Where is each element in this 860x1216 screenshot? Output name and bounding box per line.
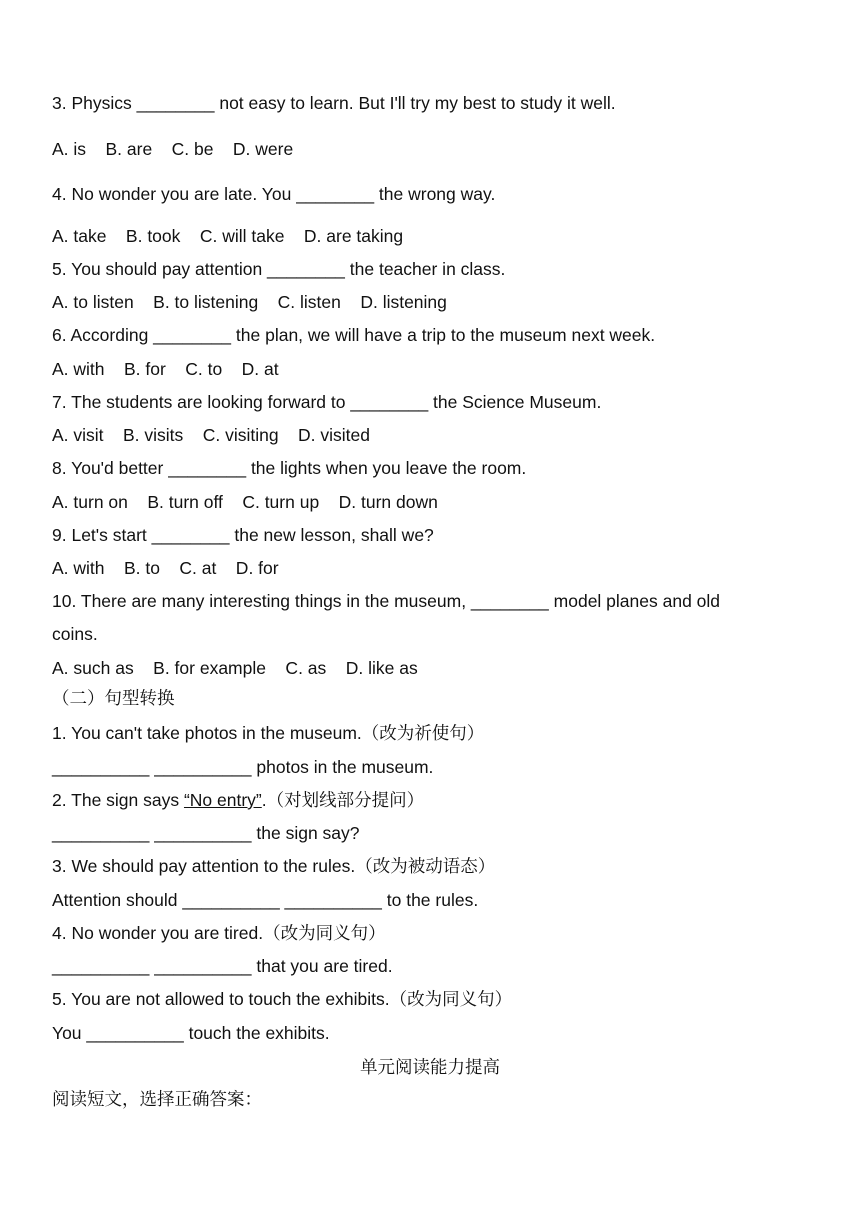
question-5-stem: 5. You should pay attention ________ the teacher in class.: [52, 259, 506, 279]
transform-2-prompt: [52, 789, 424, 812]
transform-2-prompt-pre: 2. The sign says: [52, 790, 184, 810]
question-7-stem: 7. The students are looking forward to ________ the Science Museum.: [52, 392, 602, 412]
question-3-options: A. is B. are C. be D. were: [52, 139, 294, 159]
transform-4-answer: __________ __________ that you are tired.: [52, 956, 393, 976]
transform-4-prompt-en: 4. No wonder you are tired.: [52, 923, 264, 943]
transform-5-prompt: [52, 988, 512, 1011]
question-4-options: A. take B. took C. will take D. are taking: [52, 226, 404, 246]
transform-2-underlined: “No entry”: [183, 790, 262, 810]
reading-instruction: 阅读短文，选择正确答案：: [52, 1090, 262, 1110]
question-9-stem: 9. Let's start ________ the new lesson, shall we?: [52, 525, 434, 545]
transform-1-prompt: [52, 722, 484, 745]
question-10-stem-line2: coins.: [52, 624, 98, 644]
question-10-options: A. such as B. for example C. as D. like as: [52, 658, 418, 678]
question-6-options: A. with B. for C. to D. at: [52, 359, 279, 379]
question-8-stem: 8. You'd better ________ the lights when you leave the room.: [52, 458, 527, 478]
question-8-options: A. turn on B. turn off C. turn up D. turn down: [52, 492, 438, 512]
transform-5-prompt-en: 5. You are not allowed to touch the exhibits.: [52, 989, 390, 1009]
question-10-stem-line1: 10. There are many interesting things in the museum, ________ model planes and old: [52, 591, 721, 611]
transform-5-answer: You __________ touch the exhibits.: [52, 1023, 330, 1043]
transform-3-prompt: [52, 855, 495, 878]
transform-4-prompt: [52, 922, 386, 945]
question-7-options: A. visit B. visits C. visiting D. visited: [52, 425, 370, 445]
transform-1-answer: __________ __________ photos in the museum.: [52, 757, 434, 777]
transform-1-prompt-cn: （改为祈使句）: [361, 724, 485, 744]
section-2-heading: （二）句型转换: [52, 689, 175, 709]
transform-1-prompt-en: 1. You can't take photos in the museum.: [52, 723, 362, 743]
transform-2-answer: __________ __________ the sign say?: [52, 823, 360, 843]
question-3-stem: 3. Physics ________ not easy to learn. But I'll try my best to study it well.: [52, 93, 616, 113]
transform-2-prompt-cn: （对划线部分提问）: [266, 791, 425, 811]
transform-4-prompt-cn: （改为同义句）: [263, 924, 386, 944]
reading-section-title: 单元阅读能力提高: [360, 1058, 500, 1078]
transform-3-answer: Attention should __________ __________ to the rules.: [52, 890, 479, 910]
question-5-options: A. to listen B. to listening C. listen D. listening: [52, 292, 447, 312]
transform-3-prompt-cn: （改为被动语态）: [355, 857, 496, 877]
transform-2-prompt-post: .: [261, 790, 267, 810]
transform-3-prompt-en: 3. We should pay attention to the rules.: [52, 856, 356, 876]
question-6-stem: 6. According ________ the plan, we will have a trip to the museum next week.: [52, 325, 656, 345]
question-9-options: A. with B. to C. at D. for: [52, 558, 279, 578]
transform-5-prompt-cn: （改为同义句）: [389, 990, 513, 1010]
question-4-stem: 4. No wonder you are late. You ________ the wrong way.: [52, 184, 496, 204]
